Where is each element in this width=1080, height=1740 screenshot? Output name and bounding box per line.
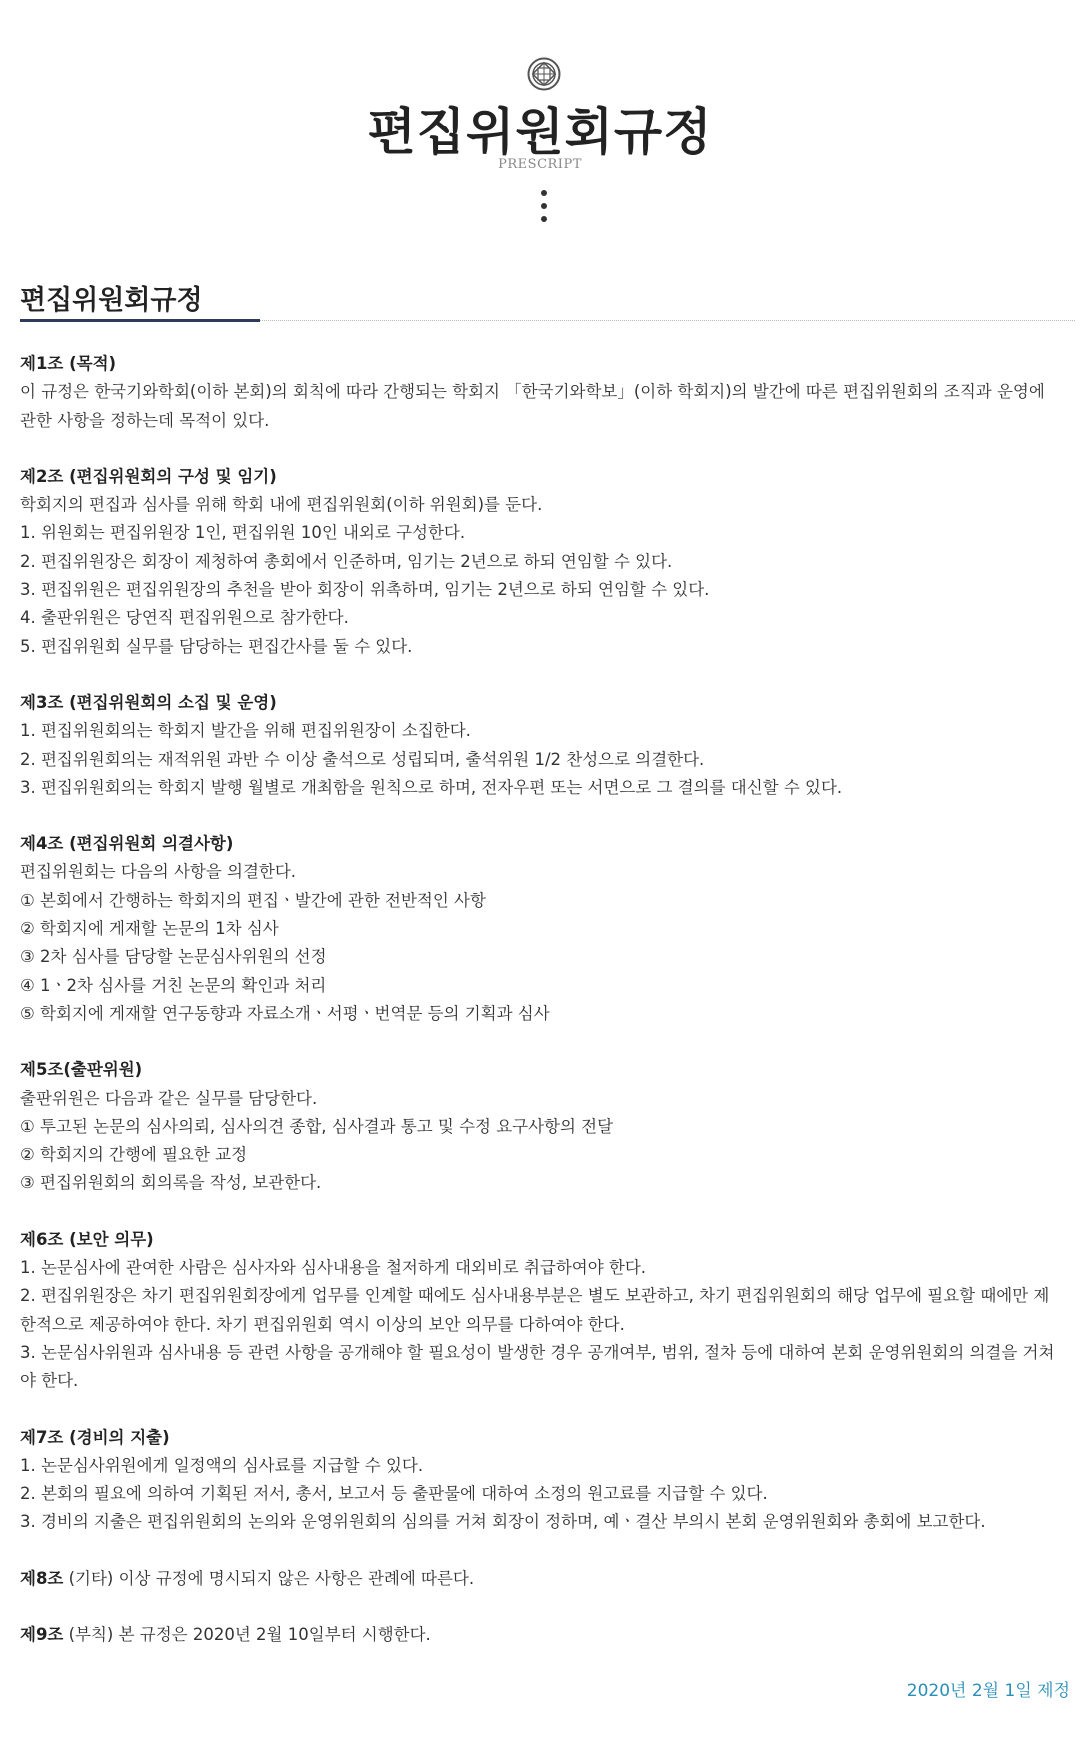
article-line: 출판위원은 다음과 같은 실무를 담당한다. <box>20 1088 318 1108</box>
page-subtitle: PRESCRIPT <box>498 157 582 172</box>
article-2 <box>20 463 1060 661</box>
article-1 <box>20 350 1060 435</box>
article-heading: 제1조 (목적) <box>20 354 117 373</box>
article-line: 1. 논문심사위원에게 일정액의 심사료를 지급할 수 있다. <box>20 1455 424 1475</box>
regulation-body <box>20 350 1060 1677</box>
article-line: ① 투고된 논문의 심사의뢰, 심사의견 종합, 심사결과 통고 및 수정 요구사항의 전달 <box>20 1116 614 1136</box>
article-7 <box>20 1424 1060 1537</box>
article-9 <box>20 1621 1060 1649</box>
article-8 <box>20 1565 1060 1593</box>
article-line: 3. 논문심사위원과 심사내용 등 관련 사항을 공개해야 할 필요성이 발생한 경우 공개여부, 범위, 절차 등에 대하여 본회 운영위원회의 의결을 거쳐야 한다. <box>20 1342 1055 1391</box>
article-3 <box>20 689 1060 802</box>
article-line: ② 학회지에 게재할 논문의 1차 심사 <box>20 919 279 939</box>
article-line: 이 규정은 한국기와학회(이하 본회)의 회칙에 따라 간행되는 학회지 「한국기와학보」(이하 학회지)의 발간에 따른 편집위원회의 조직과 운영에 관한 사항을 정하는데 목적이 있다. <box>20 382 1045 430</box>
article-line: 2. 편집위원회의는 재적위원 과반 수 이상 출석으로 성립되며, 출석위원 1/2 찬성으로 의결한다. <box>20 749 705 769</box>
vertical-dots-icon <box>541 190 547 229</box>
article-line: ① 본회에서 간행하는 학회지의 편집ㆍ발간에 관한 전반적인 사항 <box>20 890 486 910</box>
article-heading: 제3조 (편집위원회의 소집 및 운영) <box>20 692 277 712</box>
article-line: 학회지의 편집과 심사를 위해 학회 내에 편집위원회(이하 위원회)를 둔다. <box>20 495 543 515</box>
article-line: 2. 편집위원장은 차기 편집위원회장에게 업무를 인계할 때에도 심사내용부분은 별도 보관하고, 차기 편집위원회의 해당 업무에 필요할 때에만 제한적으로 제공하여야 한다. 차기 편집위원회 역시 이상의 보안 의무를 다하여야 한다. <box>20 1286 1050 1334</box>
article-text: (부칙) 본 규정은 2020년 2월 10일부터 시행한다. <box>63 1624 431 1644</box>
article-text: (기타) 이상 규정에 명시되지 않은 사항은 관례에 따른다. <box>63 1568 475 1588</box>
article-heading: 제9조 <box>20 1624 64 1644</box>
article-line: 1. 편집위원회의는 학회지 발간을 위해 편집위원장이 소집한다. <box>20 721 471 741</box>
article-heading: 제4조 (편집위원회 의결사항) <box>20 834 234 854</box>
article-heading: 제8조 <box>20 1568 64 1588</box>
article-line: 2. 편집위원장은 회장이 제청하여 총회에서 인준하며, 임기는 2년으로 하되 연임할 수 있다. <box>20 551 673 571</box>
article-line: 1. 위원회는 편집위원장 1인, 편집위원 10인 내외로 구성한다. <box>20 523 466 543</box>
page-title: 편집위원회규정 <box>367 103 713 161</box>
article-line: 5. 편집위원회 실무를 담당하는 편집간사를 둘 수 있다. <box>20 636 413 656</box>
article-line: 3. 편집위원회의는 학회지 발행 월별로 개최함을 원칙으로 하며, 전자우편 또는 서면으로 그 결의를 대신할 수 있다. <box>20 777 843 797</box>
article-line: ② 학회지의 간행에 필요한 교정 <box>20 1145 248 1165</box>
article-heading: 제5조(출판위원) <box>20 1060 143 1080</box>
dot <box>541 216 547 222</box>
article-line: ⑤ 학회지에 게재할 연구동향과 자료소개ㆍ서평ㆍ번역문 등의 기획과 심사 <box>20 1003 550 1023</box>
article-heading: 제7조 (경비의 지출) <box>20 1427 170 1447</box>
article-line: ④ 1ㆍ2차 심사를 거친 논문의 확인과 처리 <box>20 975 327 995</box>
article-line: 3. 편집위원은 편집위원장의 추천을 받아 회장이 위촉하며, 임기는 2년으로 하되 연임할 수 있다. <box>20 580 710 600</box>
enactment-date: 2020년 2월 1일 제정 <box>906 1681 1070 1701</box>
section-title: 편집위원회규정 <box>20 285 203 316</box>
article-line: 2. 본회의 필요에 의하여 기획된 저서, 총서, 보고서 등 출판물에 대하여 소정의 원고료를 지급할 수 있다. <box>20 1484 768 1504</box>
section-title-underline <box>20 319 260 322</box>
society-emblem-icon <box>527 57 561 91</box>
article-line: 1. 논문심사에 관여한 사람은 심사자와 심사내용을 철저하게 대외비로 취급하여야 한다. <box>20 1258 647 1278</box>
dot <box>541 190 547 196</box>
article-6 <box>20 1226 1060 1396</box>
article-4 <box>20 830 1060 1028</box>
article-line: ③ 2차 심사를 담당할 논문심사위원의 선정 <box>20 947 327 967</box>
dot <box>541 203 547 209</box>
article-heading: 제2조 (편집위원회의 구성 및 임기) <box>20 466 277 486</box>
article-line: 편집위원회는 다음의 사항을 의결한다. <box>20 862 297 882</box>
article-line: ③ 편집위원회의 회의록을 작성, 보관한다. <box>20 1173 322 1193</box>
article-line: 3. 경비의 지출은 편집위원회의 논의와 운영위원회의 심의를 거쳐 회장이 정하며, 예ㆍ결산 부의시 본회 운영위원회와 총회에 보고한다. <box>20 1512 986 1532</box>
article-line: 4. 출판위원은 당연직 편집위원으로 참가한다. <box>20 608 349 628</box>
article-5 <box>20 1056 1060 1197</box>
article-heading: 제6조 (보안 의무) <box>20 1229 154 1249</box>
